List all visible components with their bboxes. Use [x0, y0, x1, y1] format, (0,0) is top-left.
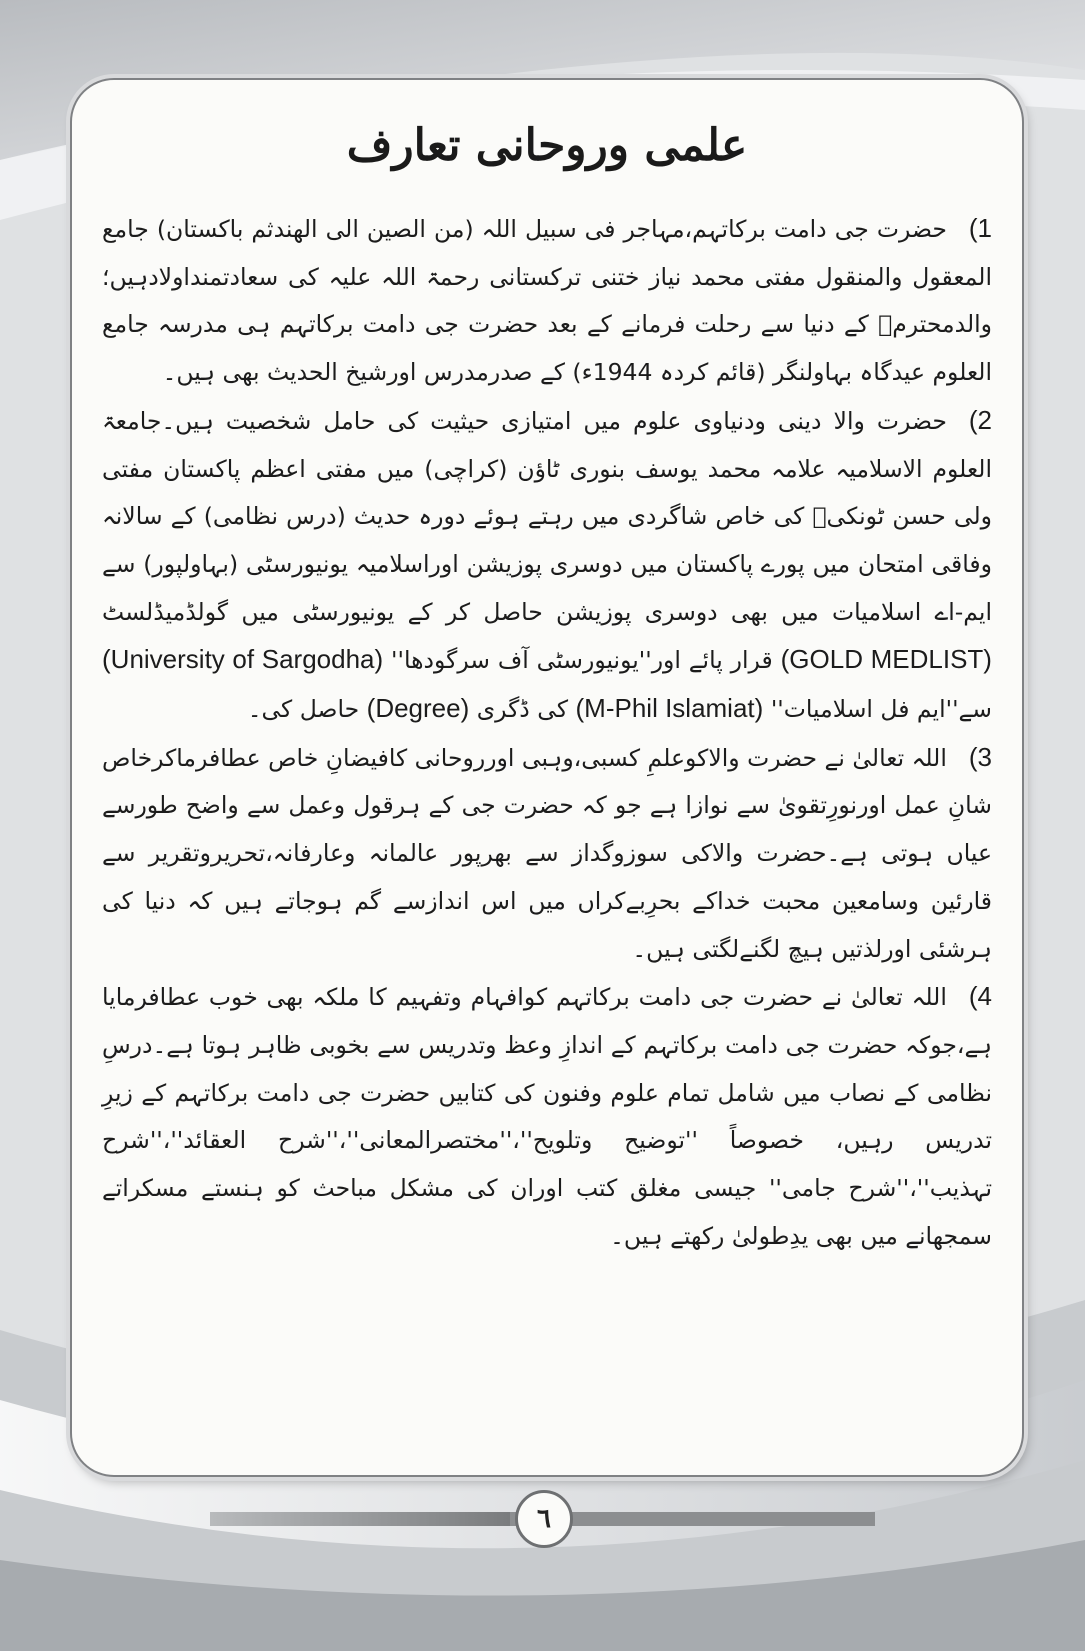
paragraph-text: اللہ تعالیٰ نے حضرت والاکوعلمِ کسبی،وہبی اورروحانی کافیضانِ خاص عطافرماکرخاص شانِ عمل اورنورِتقویٰ سے نوازا ہے جو کہ حضرت جی کے ہرقول وعمل سے واضح طورسے عیاں ہوتی ہے۔حضرت والاکی سوزوگداز سے بھرپور عالمانہ وعارفانہ،تحریروتقریر سے قارئین وسامعین محبت خداکے بحرِبےکراں میں اس اندازسے گم ہوجاتے ہیں کہ دنیا کی ہرشئی اورلذتیں ہیچ لگنےلگتی ہیں۔ [102, 743, 992, 963]
body-text [102, 205, 992, 1260]
paragraph-number: 1) [968, 213, 992, 243]
paragraph-number: 2) [968, 404, 992, 435]
paragraph-text: حضرت والا دینی ودنیاوی علوم میں امتیازی حیثیت کی حامل شخصیت ہیں۔جامعۃ العلوم الاسلامیہ علامہ محمد یوسف بنوری ٹاؤن (کراچی) میں مفتی اعظم پاکستان مفتی ولی حسن ٹونکیؒ کی خاص شاگردی میں رہتے ہوئے دورہ حدیث (درس نظامی) کے سالانہ وفاقی امتحان میں پورے پاکستان میں دوسری پوزیشن اوراسلامیہ یونیورسٹی (بہاولپور) سے ایم-اے اسلامیات میں بھی دوسری پوزیشن حاصل کر کے یونیورسٹی میں گولڈمیڈلسٹ [102, 406, 992, 626]
english-term: (Degree) [366, 693, 470, 724]
english-term: (M-Phil Islamiat) [575, 693, 764, 724]
paragraph-text: قرار پائے اور''یونیورسٹی آف سرگودھا'' [391, 646, 773, 675]
paragraph-4 [102, 973, 992, 1260]
paragraph-number: 4) [968, 981, 992, 1012]
paragraph-3 [102, 734, 992, 974]
paragraph-text: اللہ تعالیٰ نے حضرت جی دامت برکاتہم کوافہام وتفہیم کا ملکہ بھی خوب عطافرمایا ہے،جوکہ حضرت جی دامت برکاتہم کے اندازِ وعظ وتدریس سے بخوبی ظاہر ہوتا ہے۔درسِ نظامی کے نصاب میں شامل تمام علوم وفنون کی کتابیں حضرت جی دامت برکاتہم کے زیرِ تدریس رہیں، خصوصاً ''توضیح وتلویح''،''مختصرالمعانی''،''شرح العقائد''،''شرح تہذیب''،''شرح جامی'' جیسی مغلق کتب اوران کی مشکل مباحث کو ہنستے مسکراتے سمجھانے میں بھی یدِطولیٰ رکھتے ہیں۔ [102, 983, 992, 1250]
page-number: ٦ [515, 1490, 573, 1548]
content-panel [70, 78, 1024, 1477]
paragraph-number: 3) [968, 741, 992, 772]
paragraph-text: سے''ایم فل اسلامیات'' [770, 695, 992, 724]
paragraph-2 [102, 397, 992, 734]
paragraph-1 [102, 205, 992, 397]
english-term: (GOLD MEDLIST) [780, 644, 992, 675]
paragraph-text: حاصل کی۔ [247, 695, 360, 724]
footer-divider-accent [210, 1512, 510, 1526]
page-title: علمی وروحانی تعارف [346, 120, 748, 171]
paragraph-text: کی ڈگری [476, 695, 569, 724]
english-term: (University of Sargodha) [102, 644, 384, 675]
paragraph-text: حضرت جی دامت برکاتہم،مہاجر فی سبیل اللہ (من الصین الی الھندثم باکستان) جامع المعقول والمنقول مفتی محمد نیاز ختنی ترکستانی رحمۃ اللہ علیہ کی سعادتمنداولادہیں؛والدمحترمؒ کے دنیا سے رحلت فرمانے کے بعد حضرت جی دامت برکاتہم ہی مدرسہ جامع العلوم عیدگاہ بہاولنگر (قائم کردہ 1944ء) کے صدرمدرس اورشیخ الحدیث بھی ہیں۔ [102, 215, 992, 387]
